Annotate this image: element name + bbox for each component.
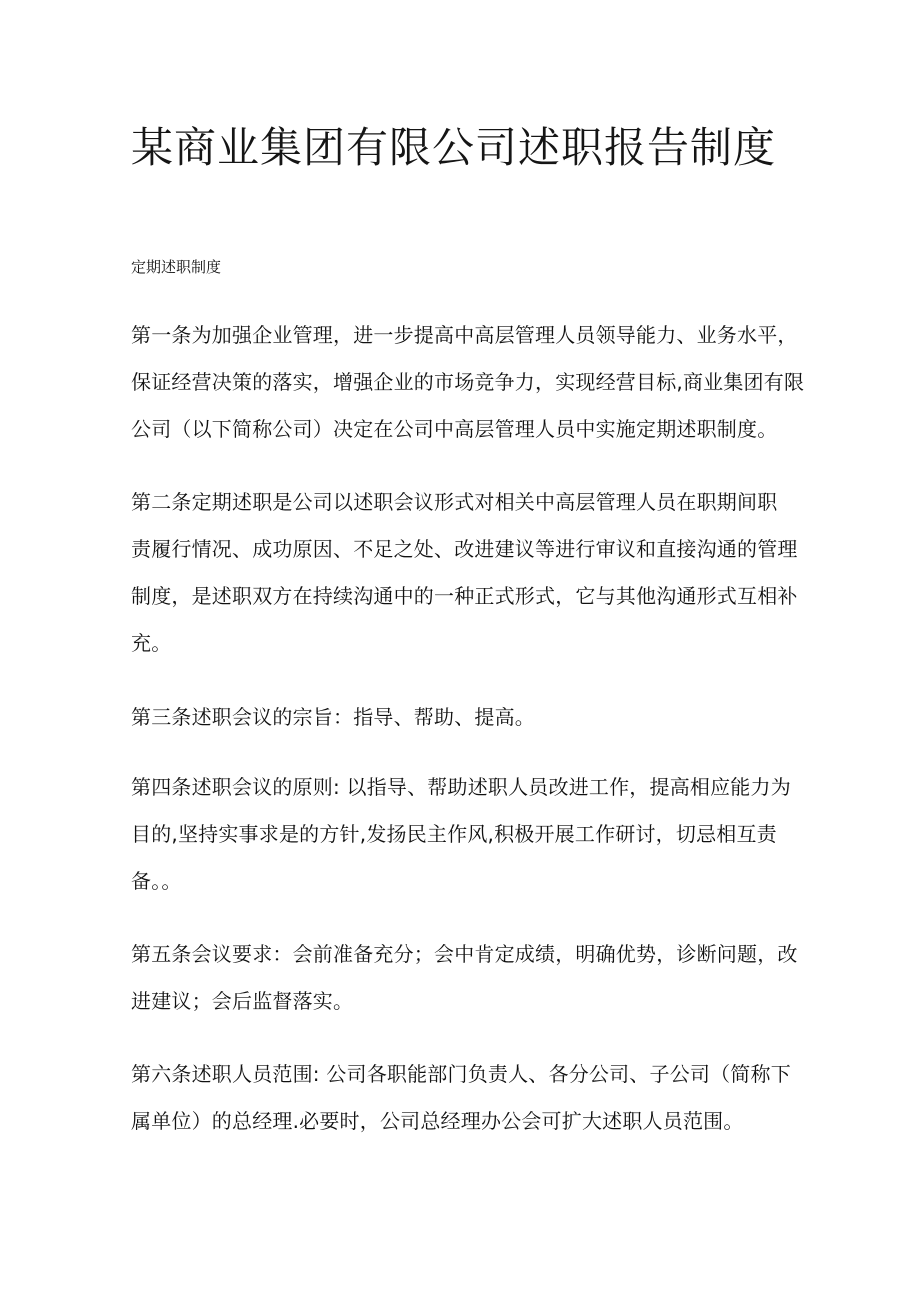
article-2-line-2: 责履行情况、成功原因、不足之处、改进建议等进行审议和直接沟通的管理 (131, 537, 798, 561)
article-2 (131, 479, 798, 667)
article-6 (131, 1051, 795, 1145)
article-2-line-4: 充。 (131, 631, 172, 655)
article-3 (131, 694, 795, 741)
article-5-line-2: 进建议；会后监督落实。 (131, 989, 354, 1013)
article-4-line-2: 目的,坚持实事求是的方针,发扬民主作风,积极开展工作研讨，切忌相互责 (131, 822, 777, 846)
article-5 (131, 931, 798, 1025)
document-title: 某商业集团有限公司述职报告制度 (131, 123, 777, 172)
article-1-line-1: 第一条为加强企业管理，进一步提高中高层管理人员领导能力、业务水平， (131, 323, 798, 347)
article-6-line-1: 第六条述职人员范围: 公司各职能部门负责人、各分公司、子公司（简称下 (131, 1062, 791, 1086)
article-1-line-3: 公司（以下简称公司）决定在公司中高层管理人员中实施定期述职制度。 (131, 417, 778, 441)
article-6-line-2: 属单位）的总经理.必要时，公司总经理办公会可扩大述职人员范围。 (131, 1109, 744, 1133)
section-subtitle: 定期述职制度 (131, 258, 222, 276)
article-1 (131, 312, 805, 453)
article-5-line-1: 第五条会议要求：会前准备充分；会中肯定成绩，明确优势，诊断问题，改 (131, 942, 798, 966)
article-4-line-1: 第四条述职会议的原则: 以指导、帮助述职人员改进工作，提高相应能力为 (131, 775, 791, 799)
article-4-line-3: 备。。 (131, 869, 182, 893)
article-2-line-3: 制度，是述职双方在持续沟通中的一种正式形式，它与其他沟通形式互相补 (131, 584, 798, 608)
article-3-line-1: 第三条述职会议的宗旨：指导、帮助、提高。 (131, 705, 535, 729)
article-2-line-1: 第二条定期述职是公司以述职会议形式对相关中高层管理人员在职期间职 (131, 490, 778, 514)
article-1-line-2: 保证经营决策的落实，增强企业的市场竞争力，实现经营目标,商业集团有限 (131, 370, 805, 394)
article-4 (131, 764, 795, 905)
